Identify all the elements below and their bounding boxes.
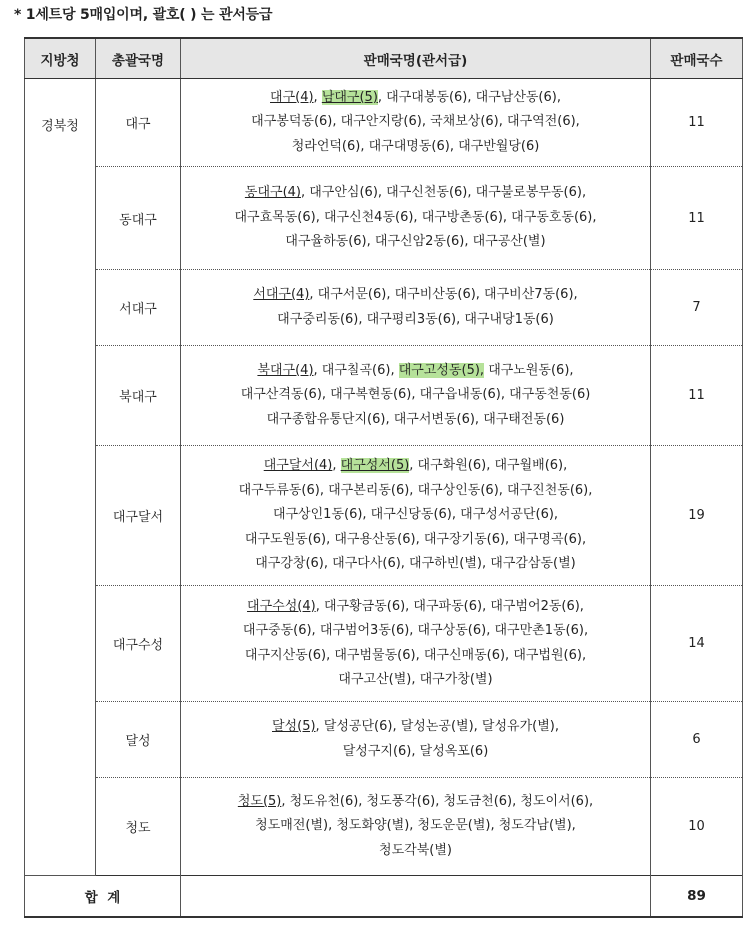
table-row (25, 79, 743, 167)
names-cell (181, 702, 651, 778)
table-row (25, 270, 743, 346)
office-line (185, 230, 646, 255)
office-name-text: , 대구대봉동(6), 대구남산동(6), (377, 89, 561, 105)
office-name-text: 달성구지(6), 달성옥포(6) (342, 743, 489, 759)
office-line (185, 644, 646, 669)
office-name-text: 대구고산(별), 대구가창(별) (338, 672, 493, 687)
hq-cell: 북대구 (96, 346, 181, 446)
office-line (185, 479, 646, 504)
names-cell (181, 79, 651, 167)
total-row (25, 876, 743, 918)
office-name-text: , 대구서문(6), 대구비산동(6), 대구비산7동(6), (309, 287, 578, 302)
count-cell: 14 (651, 586, 743, 702)
office-name-text: , 대구화원(6), 대구월배(6), (409, 458, 568, 474)
office-name-text: 대구중리동(6), 대구평리3동(6), 대구내당1동(6) (277, 311, 554, 327)
office-name-text: 청도각북(별) (379, 842, 452, 858)
office-line (185, 619, 646, 644)
count-cell: 10 (651, 778, 743, 876)
office-line (185, 86, 646, 111)
office-name-marked: 대구성서(5) (340, 458, 410, 474)
total-label: 합 계 (25, 876, 181, 918)
office-name-text: , 대구칠곡(6), (313, 362, 399, 378)
office-name-text: 대구도원동(6), 대구용산동(6), 대구장기동(6), 대구명곡(6), (244, 531, 587, 547)
names-cell (181, 778, 651, 876)
office-name-marked: 달성(5) (272, 719, 316, 734)
office-line (185, 135, 646, 160)
count-cell: 11 (651, 167, 743, 270)
office-name-text: , (313, 89, 322, 105)
office-line (185, 740, 646, 765)
office-name-text: 대구상인1동(6), 대구신당동(6), 대구성서공단(6), (272, 507, 559, 523)
count-cell: 11 (651, 346, 743, 446)
office-name-text: , 청도유천(6), 청도풍각(6), 청도금천(6), 청도이서(6), (281, 793, 594, 809)
office-name-marked: 서대구(4) (253, 287, 310, 302)
hq-cell: 대구수성 (96, 586, 181, 702)
office-line (185, 552, 646, 577)
names-cell (181, 270, 651, 346)
office-line (185, 181, 646, 206)
office-name-text: 대구중동(6), 대구범어3동(6), 대구상동(6), 대구만촌1동(6), (242, 623, 589, 638)
table-row (25, 702, 743, 778)
office-name-text: , (332, 458, 341, 474)
office-line (185, 595, 646, 620)
office-name-marked: 대구달서(4) (263, 458, 333, 474)
header-region: 지방청 (25, 38, 96, 79)
post-office-table (24, 37, 743, 918)
office-name-text: 대구종합유통단지(6), 대구서변동(6), 대구태전동(6) (266, 411, 565, 427)
office-name-marked: 대구(4) (270, 89, 314, 105)
header-count: 판매국수 (651, 38, 743, 79)
office-name-marked: 대구고성동(5), (398, 362, 485, 378)
office-name-text: 대구효목동(6), 대구신천4동(6), 대구방촌동(6), 대구동호동(6), (234, 209, 597, 225)
office-line (185, 814, 646, 839)
hq-cell: 달성 (96, 702, 181, 778)
region-cell: 경북청 (25, 79, 96, 876)
office-name-text: 대구산격동(6), 대구복현동(6), 대구읍내동(6), 대구동천동(6) (240, 387, 591, 403)
office-line (185, 790, 646, 815)
table-row (25, 778, 743, 876)
table-row (25, 167, 743, 270)
header-hq: 총괄국명 (96, 38, 181, 79)
office-line (185, 308, 646, 333)
office-name-marked: 남대구(5) (321, 89, 378, 105)
office-line (185, 283, 646, 308)
hq-cell: 대구달서 (96, 446, 181, 586)
office-name-text: 대구지산동(6), 대구범물동(6), 대구신매동(6), 대구법원(6), (244, 647, 587, 663)
office-name-text: , 대구안심(6), 대구신천동(6), 대구불로봉무동(6), (300, 185, 587, 201)
count-cell: 11 (651, 79, 743, 167)
table-note: * 1세트당 5매입이며, 괄호( ) 는 관서등급 (14, 7, 273, 23)
hq-cell: 청도 (96, 778, 181, 876)
office-name-text: 대구노원동(6), (484, 362, 574, 378)
office-name-marked: 북대구(4) (257, 362, 314, 378)
names-cell (181, 167, 651, 270)
names-cell (181, 446, 651, 586)
count-cell: 19 (651, 446, 743, 586)
total-count: 89 (651, 876, 743, 918)
office-line (185, 839, 646, 864)
office-name-text: 대구봉덕동(6), 대구안지랑(6), 국채보상(6), 대구역전(6), (251, 114, 580, 130)
office-line (185, 668, 646, 693)
count-cell: 6 (651, 702, 743, 778)
office-name-text: 청라언덕(6), 대구대명동(6), 대구반월당(6) (291, 138, 540, 154)
hq-cell: 서대구 (96, 270, 181, 346)
names-cell (181, 586, 651, 702)
office-line (185, 383, 646, 408)
office-name-text: 대구두류동(6), 대구본리동(6), 대구상인동(6), 대구진천동(6), (238, 482, 593, 498)
office-line (185, 528, 646, 553)
office-line (185, 454, 646, 479)
office-name-marked: 대구수성(4) (247, 598, 316, 614)
table-row (25, 346, 743, 446)
table-row (25, 586, 743, 702)
office-name-text: , 달성공단(6), 달성논공(별), 달성유가(별), (315, 719, 559, 734)
table-row (25, 446, 743, 586)
hq-cell: 동대구 (96, 167, 181, 270)
office-line (185, 503, 646, 528)
office-line (185, 359, 646, 384)
office-line (185, 408, 646, 433)
hq-cell: 대구 (96, 79, 181, 167)
total-empty-cell (181, 876, 651, 918)
office-name-text: 대구강창(6), 대구다사(6), 대구하빈(별), 대구감삼동(별) (255, 556, 576, 572)
office-name-text: , 대구황금동(6), 대구파동(6), 대구범어2동(6), (315, 598, 584, 614)
office-line (185, 715, 646, 740)
header-names: 판매국명(관서급) (181, 38, 651, 79)
office-name-marked: 동대구(4) (244, 185, 301, 201)
office-line (185, 110, 646, 135)
office-name-text: 청도매전(별), 청도화양(별), 청도운문(별), 청도각남(별), (255, 818, 576, 834)
count-cell: 7 (651, 270, 743, 346)
table-header-row (25, 38, 743, 79)
office-name-text: 대구율하동(6), 대구신암2동(6), 대구공산(별) (285, 234, 546, 250)
names-cell (181, 346, 651, 446)
office-line (185, 206, 646, 231)
office-name-marked: 청도(5) (237, 793, 282, 809)
